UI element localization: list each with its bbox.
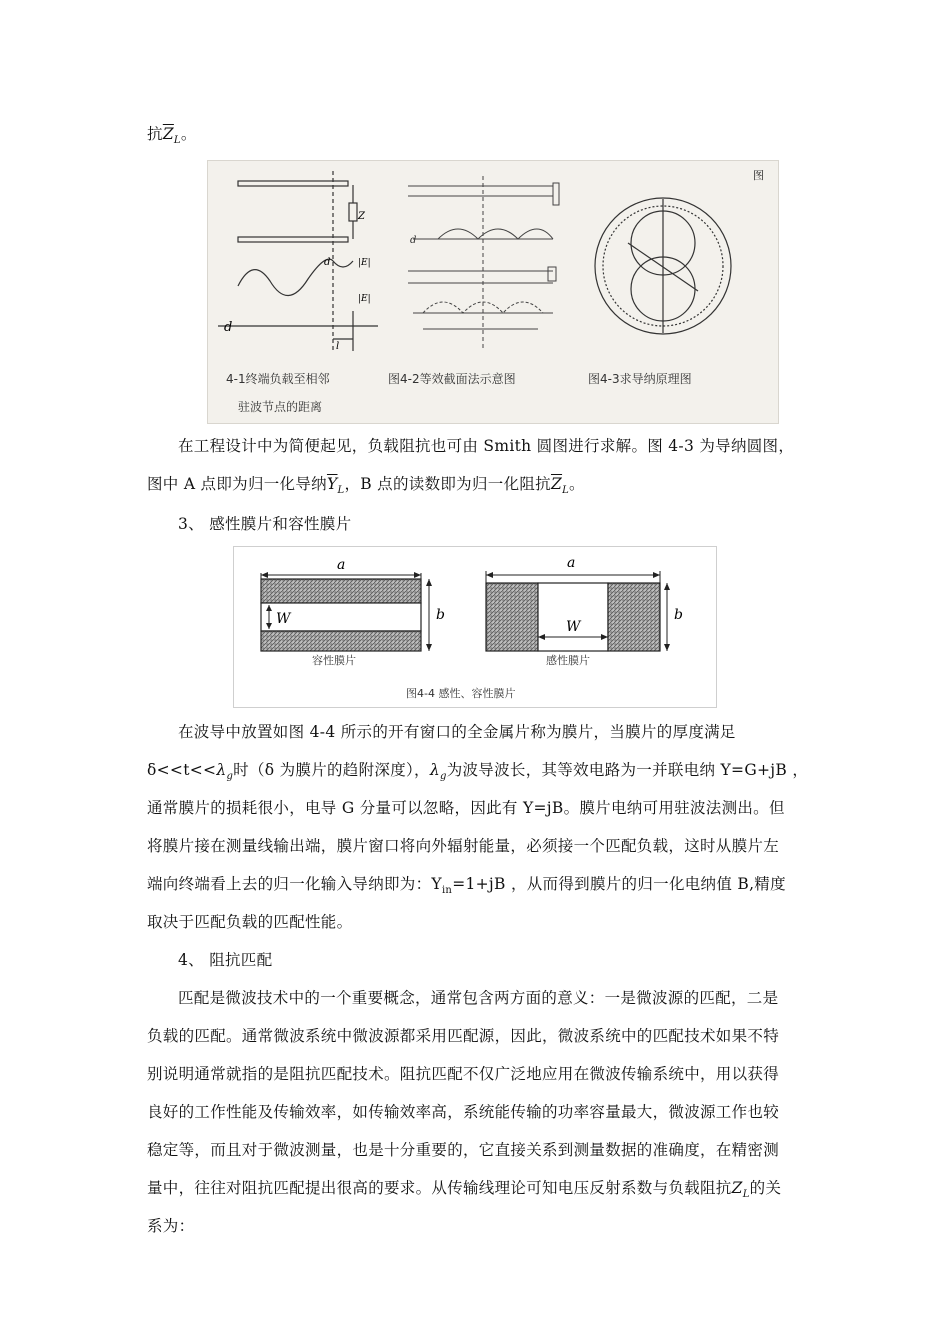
line-conductor-top (238, 181, 348, 186)
text: 量中，往往对阻抗匹配提出很高的要求。从传输线理论可知电压反射系数与负载阻抗 (147, 1179, 732, 1197)
math-symbol: λ (216, 761, 227, 779)
paragraph-2-line-5 (147, 874, 786, 901)
math-symbol: $\overline{Z}$ (550, 475, 563, 493)
paragraph-2-line-3: 通常膜片的损耗很小，电导 G 分量可以忽略，因此有 Y=jB。膜片电纳可用驻波法测出。但 (147, 799, 785, 817)
paragraph-1-line-1: 在工程设计中为简便起见，负载阻抗也可由 Smith 圆图进行求解。图 4-3 为导纳圆图， (178, 437, 795, 455)
paragraph-3-line-3: 别说明通常就指的是阻抗匹配技术。阻抗匹配不仅广泛地应用在微波传输系统中，用以获得 (147, 1065, 780, 1083)
caption-fig-4-1: 4-1终端负载至相邻 (226, 372, 330, 386)
paragraph-2-line-1: 在波导中放置如图 4-4 所示的开有窗口的全金属片称为膜片，当膜片的厚度满足 (178, 723, 736, 741)
label-lmin: l (336, 341, 340, 352)
label-a-capacitive: a (337, 557, 346, 573)
text: ，B 点的读数即为归一化阻抗 (344, 475, 551, 493)
math-symbol: λ (429, 761, 440, 779)
label-d: d (224, 320, 233, 335)
top-fragment (147, 124, 197, 151)
figure-1-drawing (208, 161, 778, 423)
math-symbol: $\overline{Z}$ (162, 125, 174, 143)
math-subscript: L (742, 1189, 750, 1200)
figure-corner-label: 图 (753, 169, 764, 182)
paragraph-1-line-2 (147, 474, 585, 501)
text: 图中 A 点即为归一化导纳 (147, 475, 327, 493)
math-symbol: Z (731, 1179, 743, 1197)
paragraph-3-line-2: 负载的匹配。通常微波系统中微波源都采用匹配源，因此，微波系统中的匹配技术如果不特 (147, 1027, 780, 1045)
paragraph-3-line-4: 良好的工作性能及传输效率，如传输效率高，系统能传输的功率容量最大，微波源工作也较 (147, 1103, 780, 1121)
sub-caption-capacitive: 容性膜片 (312, 654, 356, 667)
transmission-line-diagram (218, 171, 378, 351)
paragraph-3-line-1: 匹配是微波技术中的一个重要概念，通常包含两方面的意义：一是微波源的匹配，二是 (178, 989, 779, 1007)
paragraph-3-line-7: 系为： (147, 1217, 195, 1235)
text: 。 (569, 475, 585, 493)
label-b-capacitive: b (436, 607, 445, 623)
label-dmin: d (324, 257, 331, 268)
equivalent-section-diagram (408, 176, 559, 351)
math-subscript: L (562, 485, 570, 496)
sub-caption-inductive: 感性膜片 (546, 654, 590, 667)
math-symbol: $\overline{Y}$ (326, 475, 338, 493)
text: =1+jB ，从而得到膜片的归一化电纳值 B,精度 (452, 875, 786, 893)
text: 抗 (147, 125, 163, 143)
label-emin: |E| (358, 294, 371, 304)
paragraph-2-line-4: 将膜片接在测量线输出端，膜片窗口将向外辐射能量，必须接一个匹配负载，这时从膜片左 (147, 837, 780, 855)
inductive-diaphragm (486, 571, 670, 651)
figure-diaphragms (233, 546, 717, 708)
caption-fig-4-3: 图4-3求导纳原理图 (588, 372, 692, 386)
math-subscript: g (439, 771, 447, 782)
text: 的关 (749, 1179, 782, 1197)
paragraph-3-line-5: 稳定等，而且对于微波测量，也是十分重要的，它直接关系到测量数据的准确度，在精密测 (147, 1141, 780, 1159)
text: δ<<t<< (147, 761, 217, 779)
label-emax: |E| (358, 258, 371, 268)
caption-fig-4-4: 图4-4 感性、容性膜片 (406, 687, 516, 700)
math-subscript: L (173, 135, 181, 146)
section-heading-3: 3、 感性膜片和容性膜片 (178, 515, 352, 533)
standing-wave-curve (238, 259, 353, 295)
label-a-inductive: a (567, 555, 576, 571)
caption-fig-4-2: 图4-2等效截面法示意图 (388, 372, 516, 386)
label-zl: Z (358, 211, 365, 222)
figure-standing-wave-composite (207, 160, 779, 424)
section-heading-4: 4、 阻抗匹配 (178, 951, 273, 969)
label-w-inductive: W (566, 619, 581, 635)
label-w-capacitive: W (276, 611, 291, 627)
load-impedance (349, 203, 357, 221)
text: 端向终端看上去的归一化输入导纳即为：Y (147, 875, 442, 893)
math-subscript: L (337, 485, 345, 496)
caption-fig-4-1-line2: 驻波节点的距离 (238, 400, 323, 414)
label-b-inductive: b (674, 607, 683, 623)
math-subscript: in (441, 885, 453, 896)
text: 为波导波长，其等效电路为一并联电纳 Y=G+jB ， (446, 761, 809, 779)
paragraph-2-line-2 (147, 760, 808, 787)
paragraph-3-line-6 (147, 1178, 781, 1205)
text: 。 (180, 125, 197, 143)
smith-chart-diagram (595, 198, 731, 334)
label-d-middle: d (410, 235, 417, 246)
text: 时（δ 为膜片的趋附深度）， (233, 761, 430, 779)
paragraph-2-line-6: 取决于匹配负载的匹配性能。 (147, 913, 353, 931)
figure-2-drawing (234, 547, 716, 707)
math-subscript: g (226, 771, 234, 782)
line-conductor-bottom (238, 237, 348, 242)
